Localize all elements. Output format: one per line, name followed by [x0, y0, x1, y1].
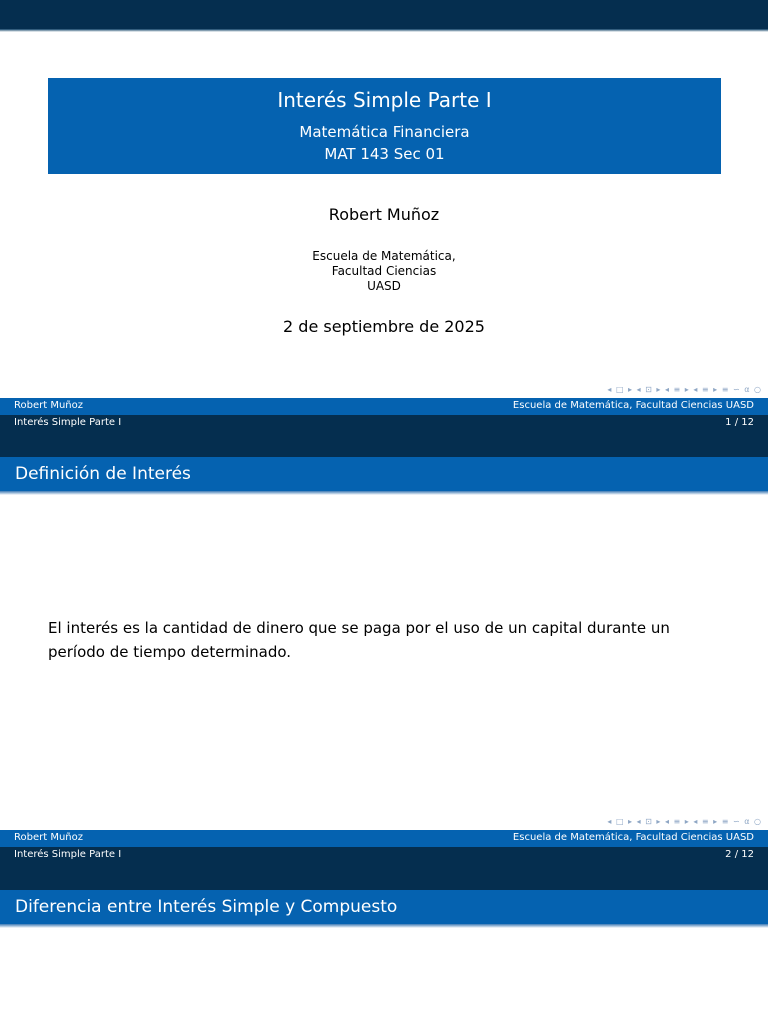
slide-2-header-bar [0, 432, 768, 457]
frame-title-shadow [0, 924, 768, 928]
header-shadow [0, 29, 768, 32]
presentation-title: Interés Simple Parte I [277, 88, 492, 112]
frame-title: Definición de Interés [15, 464, 191, 484]
footer-title: Interés Simple Parte I [14, 417, 122, 428]
institute-line-3: UASD [367, 279, 401, 293]
slide-3-header-bar [0, 864, 768, 890]
beamer-navigation-icons[interactable]: ◂ □ ▸ ◂ ⊡ ▸ ◂ ≡ ▸ ◂ ≡ ▸ ≡ ∽ α ○ [607, 385, 762, 394]
footer-bottom-bar [0, 415, 768, 432]
institute-line-1: Escuela de Matemática, [312, 249, 456, 263]
presentation-subtitle: Matemática Financiera [299, 123, 470, 141]
beamer-navigation-icons[interactable]: ◂ □ ▸ ◂ ⊡ ▸ ◂ ≡ ▸ ◂ ≡ ▸ ≡ ∽ α ○ [607, 817, 762, 826]
frame-title: Diferencia entre Interés Simple y Compuesto [15, 897, 398, 917]
page-number: 2 / 12 [725, 849, 754, 860]
footer-top-bar [0, 830, 768, 847]
presentation-date: 2 de septiembre de 2025 [283, 317, 485, 336]
institute-line-2: Facultad Ciencias [331, 264, 437, 278]
footer-title: Interés Simple Parte I [14, 849, 122, 860]
footer-top-bar [0, 398, 768, 415]
footer-institute: Escuela de Matemática, Facultad Ciencias UASD [512, 832, 754, 843]
footer-institute: Escuela de Matemática, Facultad Ciencias UASD [512, 400, 754, 411]
footer-author: Robert Muñoz [14, 400, 83, 411]
top-header-bar [0, 0, 768, 30]
definition-text: El interés es la cantidad de dinero que se paga por el uso de un capital durante un período de tiempo determinado. [48, 619, 670, 661]
footer-author: Robert Muñoz [14, 832, 83, 843]
frame-title-bar [0, 457, 768, 491]
title-block [48, 78, 721, 174]
frame-title-shadow [0, 491, 768, 495]
page-number: 1 / 12 [725, 417, 754, 428]
footer-bottom-bar [0, 847, 768, 864]
author-name: Robert Muñoz [328, 205, 440, 224]
course-code: MAT 143 Sec 01 [324, 145, 445, 163]
frame-title-bar [0, 890, 768, 924]
